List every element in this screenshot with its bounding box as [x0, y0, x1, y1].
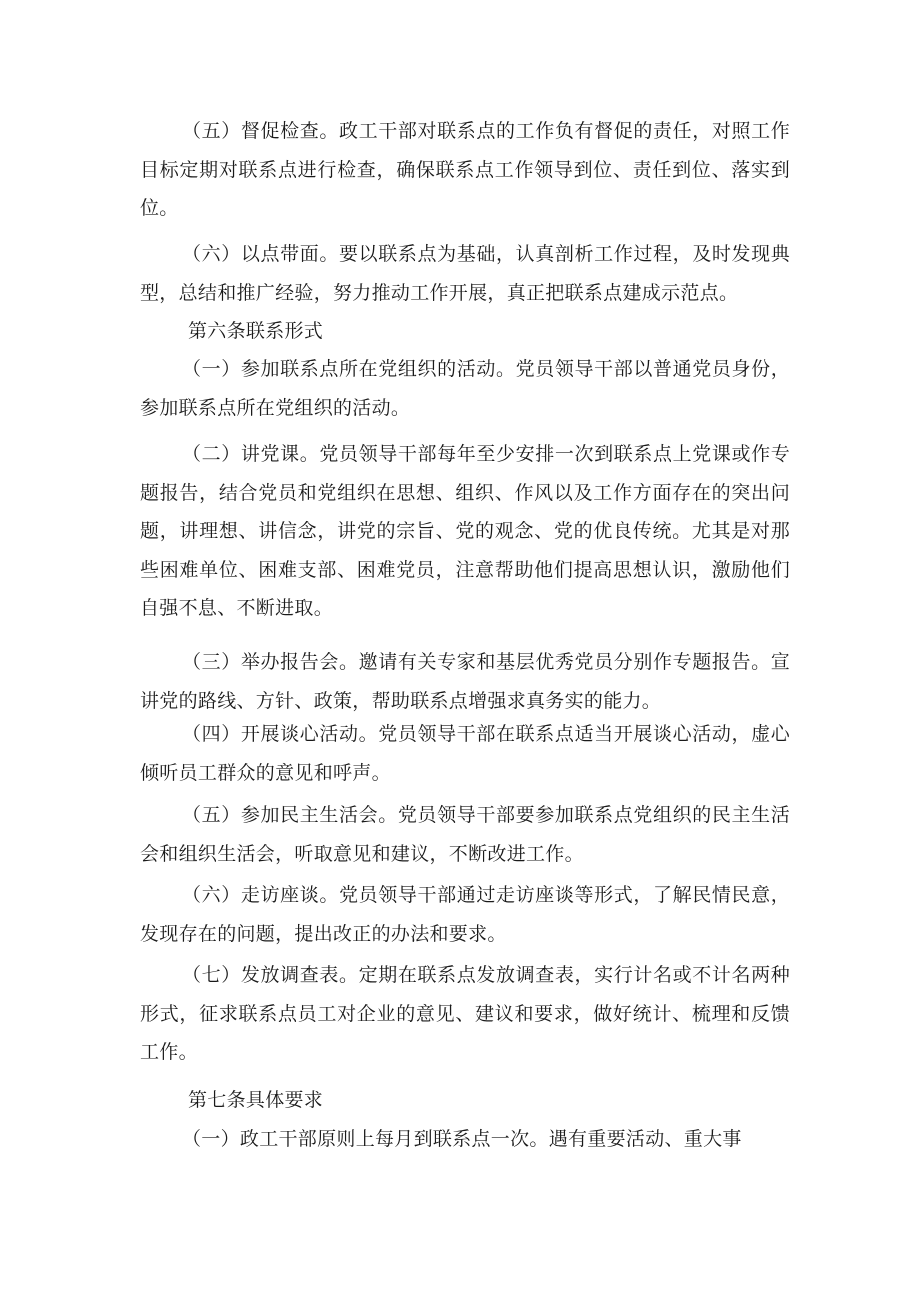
paragraph-heart-to-heart-talks: （四）开展谈心活动。党员领导干部在联系点适当开展谈心活动，虚心倾听员工群众的意见和呼声。 [140, 723, 790, 784]
paragraph-questionnaire: （七）发放调查表。定期在联系点发放调查表，实行计名或不计名两种形式，征求联系点员工对企业的意见、建议和要求，做好统计、梳理和反馈工作。 [140, 964, 790, 1063]
paragraph-point-to-area: （六）以点带面。要以联系点为基础，认真剖析工作过程，及时发现典型，总结和推广经验，努力推动工作开展，真正把联系点建成示范点。 [140, 243, 790, 304]
paragraph-monthly-visit: （一）政工干部原则上每月到联系点一次。遇有重要活动、重大事 [182, 1128, 742, 1150]
paragraph-party-lecture: （二）讲党课。党员领导干部每年至少安排一次到联系点上党课或作专题报告，结合党员和党组织在思想、组织、作风以及工作方面存在的突出问题，讲理想、讲信念，讲党的宗旨、党的观念、党的优良传统。尤其是对那些困难单位、困难支部、困难党员，注意帮助他们提高思想认识，激励他们自强不息、不断进取。 [140, 443, 790, 619]
paragraph-democratic-life-meeting: （五）参加民主生活会。党员领导干部要参加联系点党组织的民主生活会和组织生活会，听取意见和建议，不断改进工作。 [140, 804, 790, 865]
paragraph-join-party-activities: （一）参加联系点所在党组织的活动。党员领导干部以普通党员身份，参加联系点所在党组织的活动。 [140, 358, 790, 419]
paragraph-report-meeting: （三）举办报告会。邀请有关专家和基层优秀党员分别作专题报告。宣讲党的路线、方针、政策，帮助联系点增强求真务实的能力。 [140, 651, 790, 712]
heading-article-6: 第六条联系形式 [188, 320, 324, 342]
heading-article-7: 第七条具体要求 [188, 1089, 324, 1111]
paragraph-supervision-inspection: （五）督促检查。政工干部对联系点的工作负有督促的责任，对照工作目标定期对联系点进行检查，确保联系点工作领导到位、责任到位、落实到位。 [140, 120, 790, 219]
paragraph-visits-symposium: （六）走访座谈。党员领导干部通过走访座谈等形式，了解民情民意，发现存在的问题，提出改正的办法和要求。 [140, 884, 790, 945]
